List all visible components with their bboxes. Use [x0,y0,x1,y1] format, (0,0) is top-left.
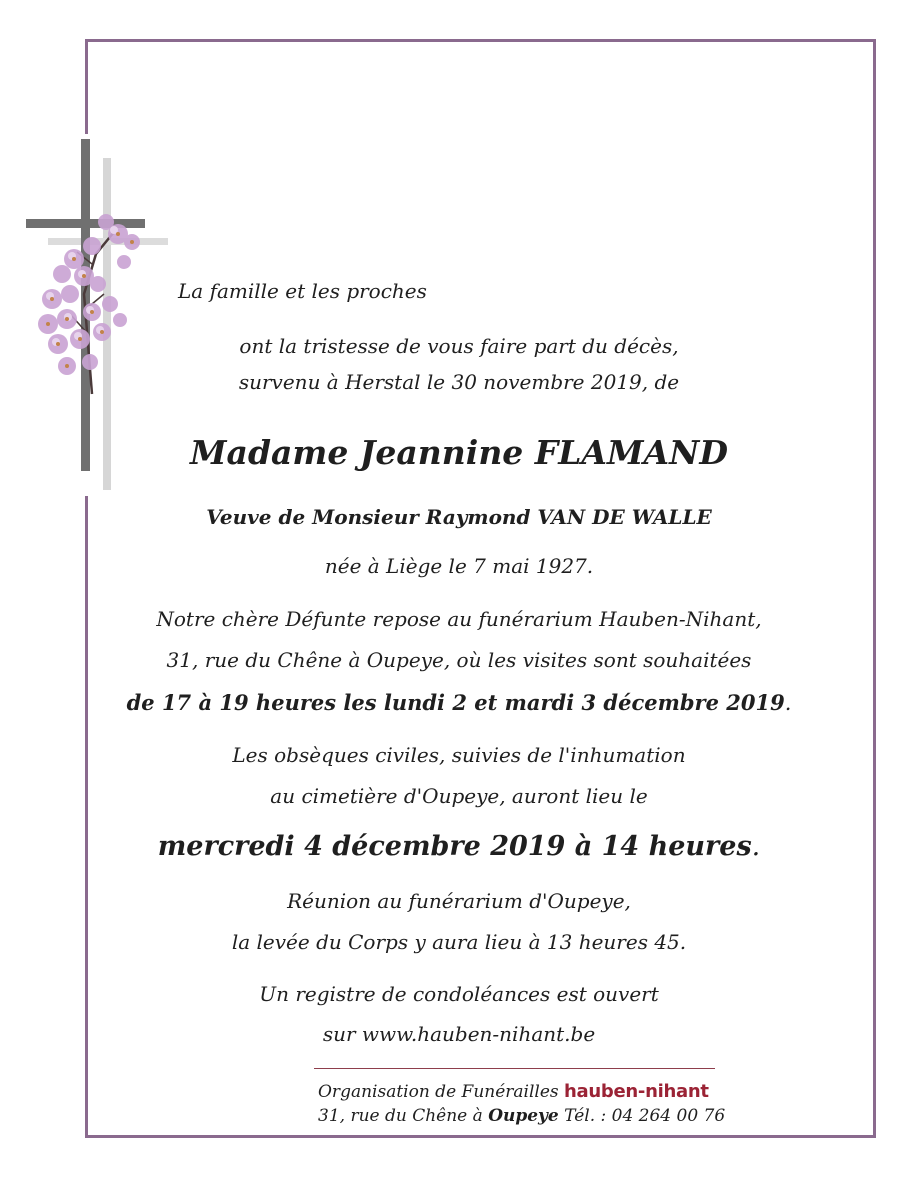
deceased-name: Madame Jeannine FLAMAND [190,433,728,472]
visiting-hours-text: de 17 à 19 heures les lundi 2 et mardi 3 décembre 2019 [126,690,785,715]
footer-divider [314,1068,715,1069]
visiting-hours-period: . [784,691,792,715]
intro-text: La famille et les proches [178,279,427,303]
funeral-date [0,831,918,862]
funeral-line-2: au cimetière d'Oupeye, auront lieu le [270,784,648,808]
visiting-hours [0,690,918,715]
register-line-2: sur www.hauben-nihant.be [322,1022,596,1046]
birth-info: née à Liège le 7 mai 1927. [324,554,594,578]
page-frame [85,39,876,1138]
register-line-1: Un registre de condoléances est ouvert [259,982,659,1006]
sorrow-line-2: survenu à Herstal le 30 novembre 2019, de [238,370,680,394]
rest-line-1: Notre chère Défunte repose au funérarium Hauben-Nihant, [156,607,762,631]
rest-line-2: 31, rue du Chêne à Oupeye, où les visites sont souhaitées [166,648,752,672]
funeral-line-1: Les obsèques civiles, suivies de l'inhumation [232,743,686,767]
brand-logo: hauben-nihant [564,1081,709,1102]
footer-phone: Tél. : 04 264 00 76 [564,1106,726,1126]
footer-town: Oupeye [488,1106,559,1126]
funeral-date-text: mercredi 4 décembre 2019 à 14 heures [157,831,752,862]
footer-organisation [318,1081,709,1102]
footer-address [318,1106,725,1126]
footer-org-prefix: Organisation de Funérailles [318,1082,559,1102]
funeral-date-period: . [751,831,761,862]
sorrow-line-1: ont la tristesse de vous faire part du décès, [239,334,679,358]
widow-of: Veuve de Monsieur Raymond VAN DE WALLE [206,505,712,529]
meeting-line-1: Réunion au funérarium d'Oupeye, [287,889,631,913]
footer-address-prefix: 31, rue du Chêne à [318,1106,483,1126]
meeting-line-2: la levée du Corps y aura lieu à 13 heures 45. [231,930,687,954]
